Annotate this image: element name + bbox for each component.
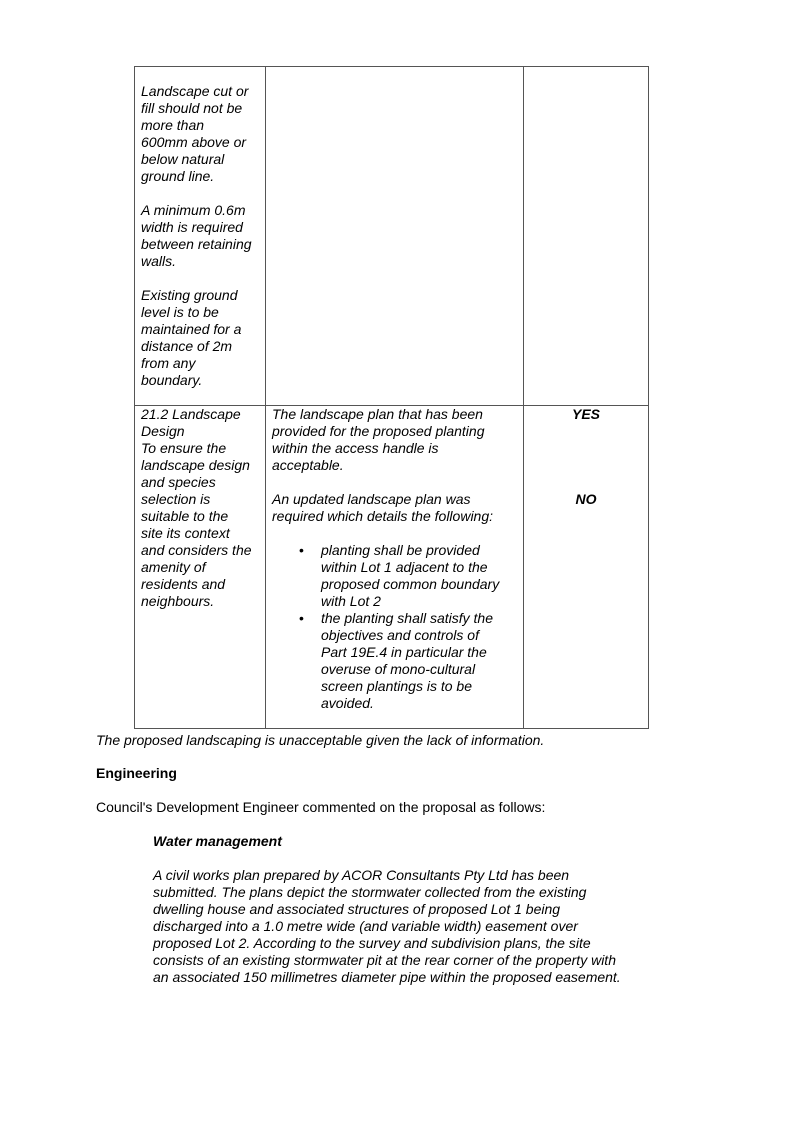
control-cell: [135, 67, 266, 406]
requirement-list: [272, 542, 517, 712]
comment-paragraph: The landscape plan that has been provided for the proposed planting within the access handle is acceptable.: [272, 406, 485, 473]
comment-cell: [266, 67, 524, 406]
status-yes: YES: [571, 406, 600, 422]
section-heading-engineering: Engineering: [96, 765, 177, 781]
water-management-paragraph: A civil works plan prepared by ACOR Consultants Pty Ltd has been submitted. The plans depict the stormwater collected from the existing dwelling house and associated structures of proposed Lot 1 being discharged into a 1.0 metre wide (and variable width) easement over proposed Lot 2. According to the survey and subdivision plans, the site consists of an existing stormwater pit at the rear corner of the property with an associated 150 millimetres diameter pipe within the proposed easement.: [153, 867, 621, 985]
list-item: • planting shall be provided within Lot 1 adjacent to the proposed common boundary with Lot 2: [321, 542, 517, 610]
list-item: • the planting shall satisfy the objectives and controls of Part 19E.4 in particular the overuse of mono-cultural screen plantings is to be avoided.: [321, 610, 517, 712]
engineer-intro: Council's Development Engineer commented on the proposal as follows:: [96, 799, 546, 815]
landscaping-summary: The proposed landscaping is unacceptable given the lack of information.: [96, 732, 545, 748]
control-cell: [135, 406, 266, 729]
control-paragraph: 21.2 Landscape Design To ensure the landscape design and species selection is suitable to the site its context and considers the amenity of residents and neighbours.: [141, 406, 252, 609]
table-row: [135, 406, 649, 729]
comment-cell: [266, 406, 524, 729]
status-no: NO: [575, 491, 597, 507]
table-row: [135, 67, 649, 406]
compliance-table: [134, 66, 649, 729]
status-cell: [524, 67, 649, 406]
status-cell: [524, 406, 649, 729]
comment-paragraph: An updated landscape plan was required which details the following:: [272, 491, 494, 524]
control-paragraph: Existing ground level is to be maintained for a distance of 2m from any boundary.: [141, 287, 242, 388]
subheading-water-management: Water management: [153, 833, 282, 849]
control-paragraph: Landscape cut or fill should not be more than 600mm above or below natural ground line.: [141, 83, 249, 184]
control-paragraph: A minimum 0.6m width is required between retaining walls.: [141, 202, 252, 269]
